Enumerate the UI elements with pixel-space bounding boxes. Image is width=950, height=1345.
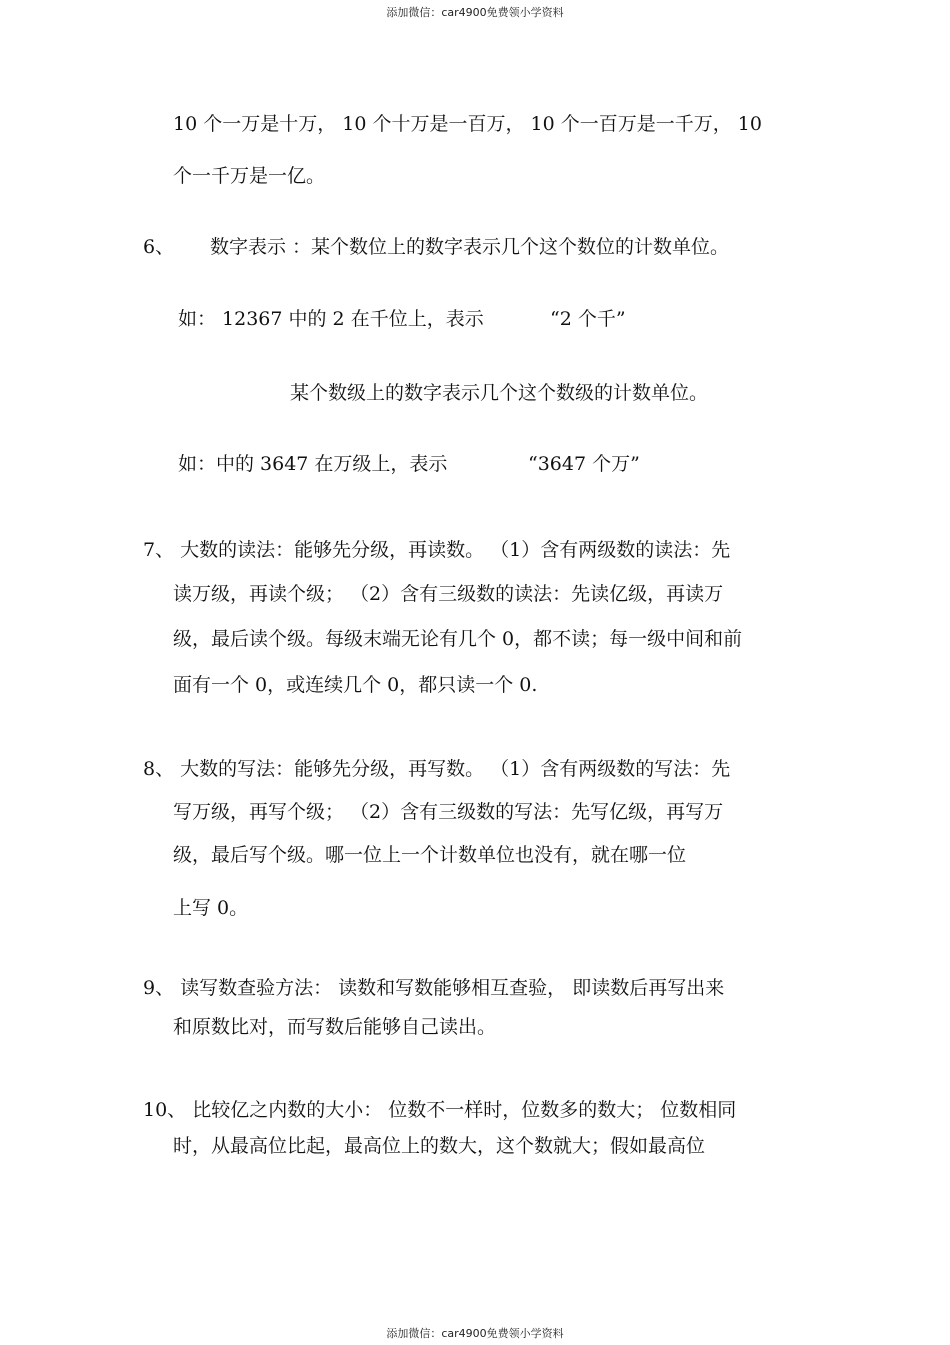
page-footer-watermark: 添加微信：car4900免费领小学资料 bbox=[386, 1327, 564, 1340]
example-line: 如： 12367 中的 2 在千位上，表示 bbox=[178, 308, 484, 330]
text-line: 7、 大数的读法：能够先分级，再读数。 （1）含有两级数的读法：先 bbox=[143, 539, 731, 561]
example-line: 如：中的 3647 在万级上，表示 bbox=[178, 453, 448, 475]
header-faint-underline bbox=[410, 17, 540, 23]
text-line: 9、 读写数查验方法： 读数和写数能够相互查验， 即读数后再写出来 bbox=[143, 977, 725, 999]
text-line: 级，最后写个级。哪一位上一个计数单位也没有，就在哪一位 bbox=[173, 844, 687, 866]
text-line: 8、 大数的写法：能够先分级，再写数。 （1）含有两级数的写法：先 bbox=[143, 758, 731, 780]
text-line: 写万级，再写个级； （2）含有三级数的写法：先写亿级，再写万 bbox=[173, 801, 724, 823]
page-header-watermark: 添加微信：car4900免费领小学资料 bbox=[386, 6, 564, 19]
text-line: 和原数比对，而写数后能够自己读出。 bbox=[173, 1016, 497, 1038]
text-line: 级，最后读个级。每级末端无论有几个 0，都不读；每一级中间和前 bbox=[173, 628, 743, 650]
item-number: 6、 bbox=[143, 236, 175, 258]
text-line: 某个数级上的数字表示几个这个数级的计数单位。 bbox=[290, 382, 709, 404]
text-line: 上写 0。 bbox=[173, 897, 249, 919]
text-line: 10 个一万是十万， 10 个十万是一百万， 10 个一百万是一千万， 10 bbox=[173, 113, 762, 135]
text-line: 数字表示 ：某个数位上的数字表示几个这个数位的计数单位。 bbox=[210, 236, 730, 258]
example-quote: “3647 个万” bbox=[528, 453, 640, 475]
text-line: 10、 比较亿之内数的大小： 位数不一样时，位数多的数大； 位数相同 bbox=[143, 1099, 737, 1121]
text-line: 读万级，再读个级； （2）含有三级数的读法：先读亿级，再读万 bbox=[173, 583, 724, 605]
example-quote: “2 个千” bbox=[550, 308, 626, 330]
text-line: 时，从最高位比起，最高位上的数大，这个数就大；假如最高位 bbox=[173, 1135, 706, 1157]
text-line: 面有一个 0，或连续几个 0，都只读一个 0. bbox=[173, 674, 538, 696]
text-line: 个一千万是一亿。 bbox=[173, 165, 326, 187]
